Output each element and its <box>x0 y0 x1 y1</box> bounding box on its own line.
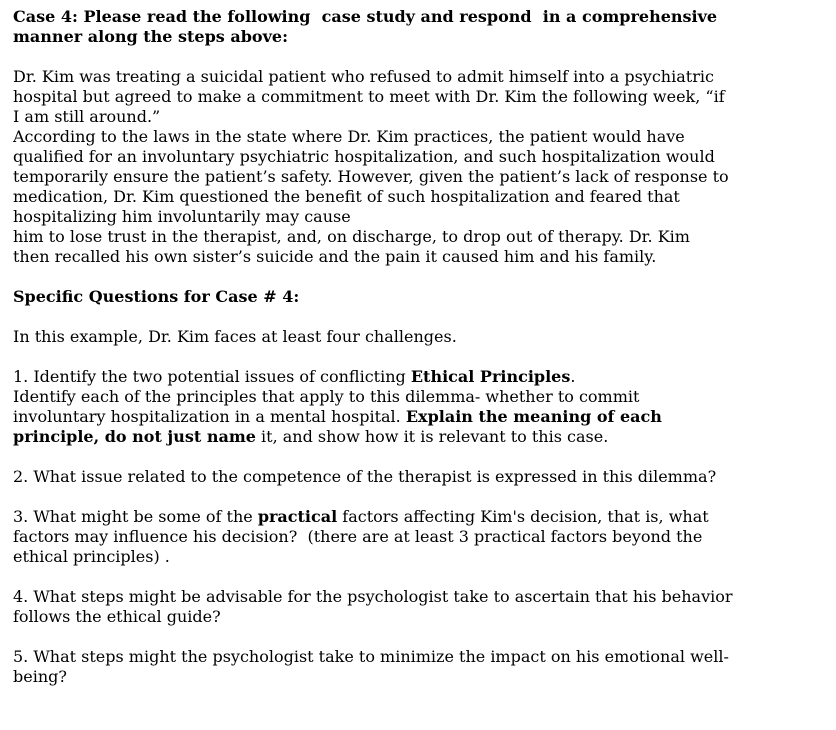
text: . <box>570 367 576 386</box>
text-line <box>13 27 828 47</box>
text-line <box>13 107 828 127</box>
text: 1. Identify the two potential issues of conflicting <box>13 367 411 386</box>
text: medication, Dr. Kim questioned the benefit of such hospitalization and feared that <box>13 187 680 206</box>
text: temporarily ensure the patient’s safety. However, given the patient’s lack of response to <box>13 167 729 186</box>
text-line <box>13 247 828 267</box>
text-line <box>13 227 828 247</box>
text: him to lose trust in the therapist, and, on discharge, to drop out of therapy. Dr. Kim <box>13 227 690 246</box>
text: ethical principles) . <box>13 547 170 566</box>
text: Identify each of the principles that apply to this dilemma- whether to commit <box>13 387 640 406</box>
text: involuntary hospitalization in a mental hospital. <box>13 407 406 426</box>
case-heading <box>13 7 828 47</box>
question-4 <box>13 587 828 627</box>
text: 3. What might be some of the <box>13 507 258 526</box>
bold-text: manner along the steps above: <box>13 27 288 46</box>
text: 5. What steps might the psychologist take to minimize the impact on his emotional well- <box>13 647 729 666</box>
text: I am still around.” <box>13 107 161 126</box>
question-3 <box>13 507 828 567</box>
text-line <box>13 287 828 307</box>
text-line <box>13 427 828 447</box>
questions-heading <box>13 287 828 307</box>
text: hospital but agreed to make a commitment to meet with Dr. Kim the following week, “if <box>13 87 725 106</box>
text: According to the laws in the state where Dr. Kim practices, the patient would have <box>13 127 685 146</box>
text: 4. What steps might be advisable for the psychologist take to ascertain that his behavior <box>13 587 733 606</box>
text: In this example, Dr. Kim faces at least four challenges. <box>13 327 457 346</box>
text: it, and show how it is relevant to this case. <box>255 427 609 446</box>
text: factors may influence his decision? (there are at least 3 practical factors beyond the <box>13 527 703 546</box>
text: then recalled his own sister’s suicide and the pain it caused him and his family. <box>13 247 657 266</box>
text: Dr. Kim was treating a suicidal patient who refused to admit himself into a psychiatric <box>13 67 714 86</box>
case-narrative <box>13 67 828 267</box>
text-line <box>13 507 828 527</box>
intro <box>13 327 828 347</box>
text: qualified for an involuntary psychiatric hospitalization, and such hospitalization would <box>13 147 715 166</box>
bold-text: Ethical Principles <box>410 367 571 386</box>
text-line <box>13 127 828 147</box>
text-line <box>13 547 828 567</box>
question-5 <box>13 647 828 687</box>
text: being? <box>13 667 67 686</box>
text: follows the ethical guide? <box>13 607 221 626</box>
text-line <box>13 467 828 487</box>
text-line <box>13 667 828 687</box>
bold-text: Explain the meaning of each <box>405 407 662 426</box>
question-2 <box>13 467 828 487</box>
text-line <box>13 587 828 607</box>
text-line <box>13 407 828 427</box>
document-body <box>13 7 828 707</box>
text-line <box>13 207 828 227</box>
bold-text: Specific Questions for Case # 4: <box>13 287 300 306</box>
text-line <box>13 607 828 627</box>
text-line <box>13 167 828 187</box>
text-line <box>13 87 828 107</box>
text: 2. What issue related to the competence of the therapist is expressed in this dilemma? <box>13 467 717 486</box>
text-line <box>13 147 828 167</box>
text-line <box>13 647 828 667</box>
bold-text: Case 4: Please read the following case study and respond in a comprehensive <box>13 7 718 26</box>
bold-text: practical <box>257 507 338 526</box>
text-line <box>13 527 828 547</box>
question-1 <box>13 367 828 447</box>
bold-text: principle, do not just name <box>13 427 256 446</box>
text-line <box>13 7 828 27</box>
text-line <box>13 327 828 347</box>
text-line <box>13 67 828 87</box>
text: hospitalizing him involuntarily may cause <box>13 207 351 226</box>
text: factors affecting Kim's decision, that is, what <box>337 507 709 526</box>
text-line <box>13 367 828 387</box>
text-line <box>13 187 828 207</box>
text-line <box>13 387 828 407</box>
